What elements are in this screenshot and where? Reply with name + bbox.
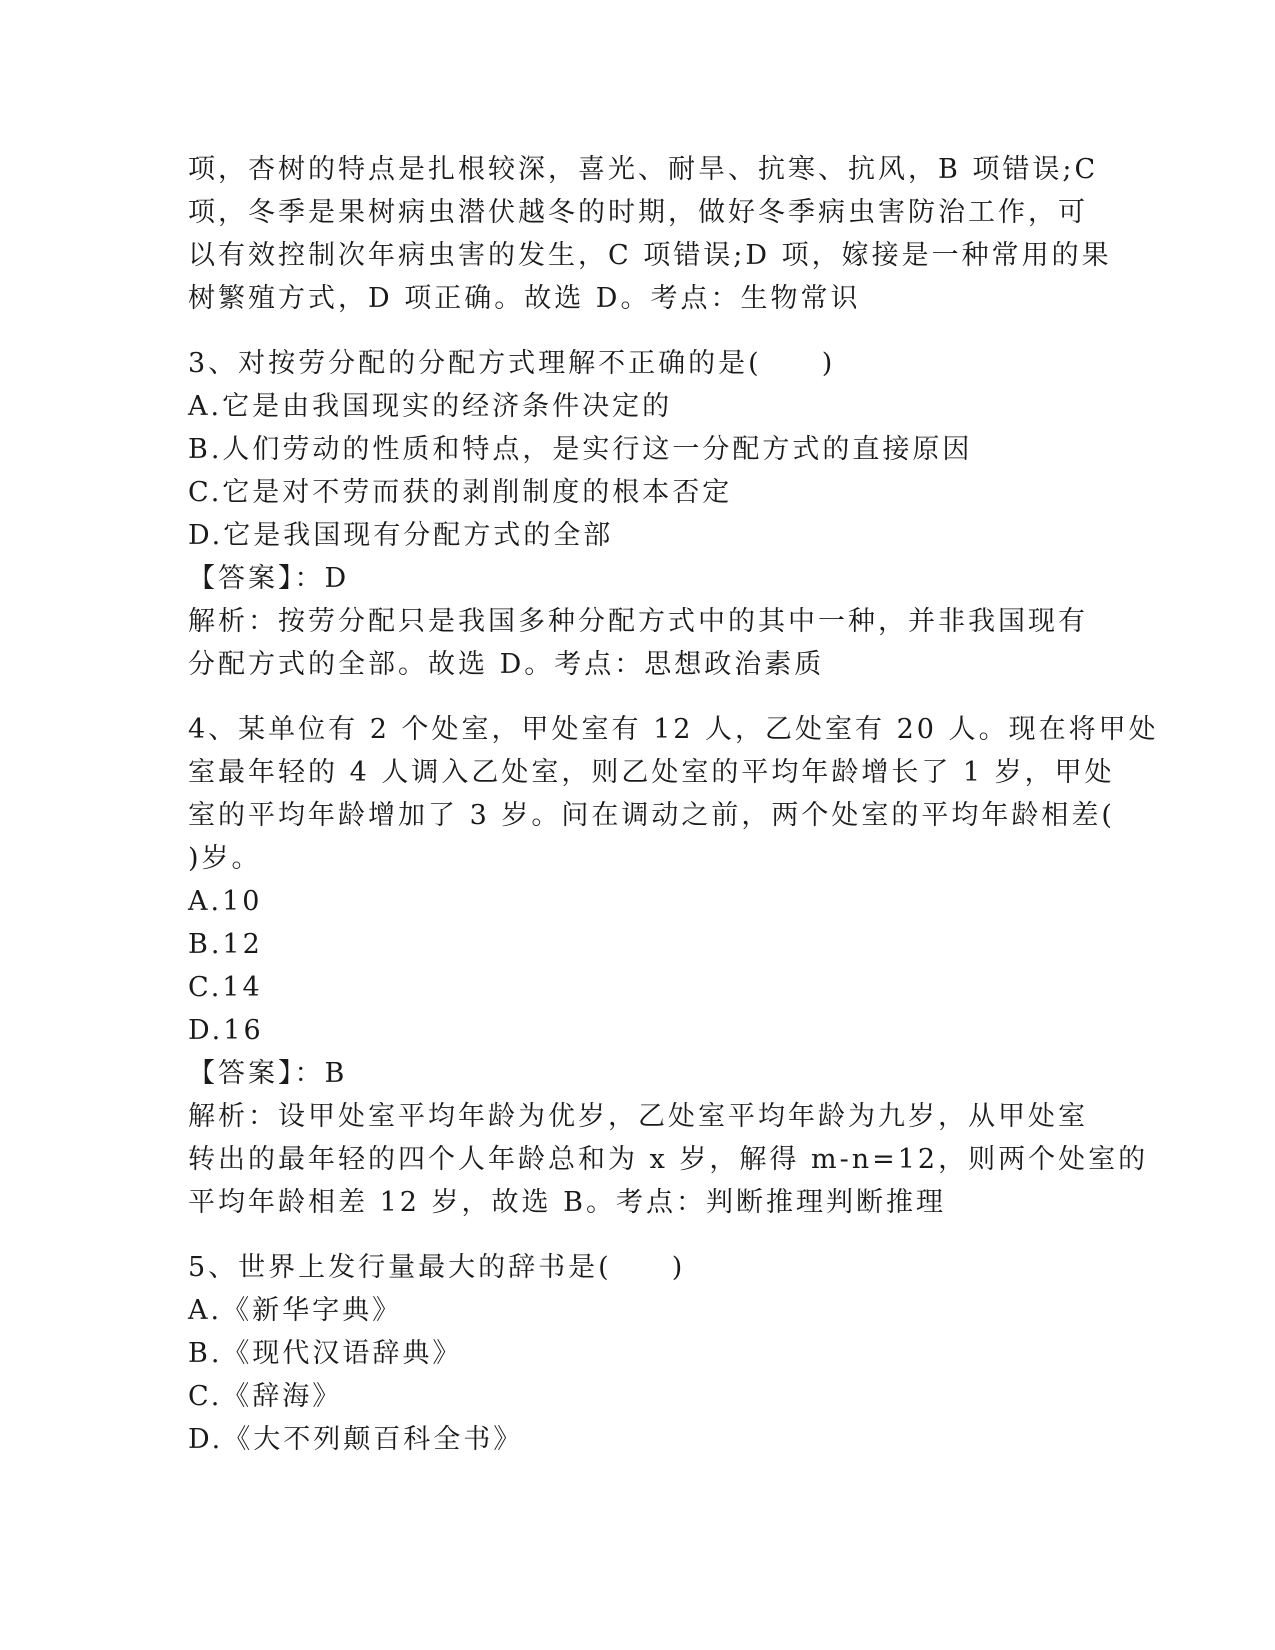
question-text: 3、对按劳分配的分配方式理解不正确的是( ) [188, 348, 836, 379]
option-a: A.《新华字典》 [188, 1295, 403, 1326]
previous-analysis-continuation [188, 148, 1112, 320]
option-c: C.14 [188, 972, 263, 1003]
spacer [188, 686, 1088, 708]
option-a: A.它是由我国现实的经济条件决定的 [188, 391, 673, 422]
document-page [188, 148, 1159, 1461]
option-c: C.《辞海》 [188, 1381, 343, 1412]
answer-line: 【答案】：B [188, 1058, 348, 1089]
analysis-line: 平均年龄相差 12 岁，故选 B。考点：判断推理判断推理 [188, 1187, 946, 1218]
option-d: D.《大不列颠百科全书》 [188, 1424, 524, 1455]
option-a: A.10 [188, 886, 263, 917]
analysis-line: 转出的最年轻的四个人年龄总和为 x 岁，解得 m-n=12，则两个处室的 [188, 1144, 1149, 1175]
spacer [188, 1224, 1088, 1246]
answer-line: 【答案】：D [188, 563, 350, 594]
spacer [188, 320, 1088, 342]
option-d: D.16 [188, 1015, 264, 1046]
analysis-line: 分配方式的全部。故选 D。考点：思想政治素质 [188, 649, 825, 680]
option-b: B.《现代汉语辞典》 [188, 1338, 463, 1369]
question-3 [188, 342, 1088, 686]
option-b: B.12 [188, 929, 263, 960]
question-text: 室最年轻的 4 人调入乙处室，则乙处室的平均年龄增长了 1 岁，甲处 [188, 757, 1115, 788]
option-d: D.它是我国现有分配方式的全部 [188, 520, 614, 551]
option-c: C.它是对不劳而获的剥削制度的根本否定 [188, 477, 733, 508]
paragraph-line: 以有效控制次年病虫害的发生，C 项错误;D 项，嫁接是一种常用的果 [188, 240, 1112, 271]
analysis-line: 解析：设甲处室平均年龄为优岁，乙处室平均年龄为九岁，从甲处室 [188, 1101, 1088, 1132]
question-4 [188, 708, 1159, 1224]
question-text: 4、某单位有 2 个处室，甲处室有 12 人，乙处室有 20 人。现在将甲处 [188, 714, 1159, 745]
question-text: 5、世界上发行量最大的辞书是( ) [188, 1252, 686, 1283]
question-text: 室的平均年龄增加了 3 岁。问在调动之前，两个处室的平均年龄相差( [188, 800, 1115, 831]
paragraph-line: 树繁殖方式，D 项正确。故选 D。考点：生物常识 [188, 283, 861, 314]
option-b: B.人们劳动的性质和特点，是实行这一分配方式的直接原因 [188, 434, 973, 465]
analysis-line: 解析：按劳分配只是我国多种分配方式中的其中一种，并非我国现有 [188, 606, 1088, 637]
paragraph-line: 项，杏树的特点是扎根较深，喜光、耐旱、抗寒、抗风，B 项错误;C [188, 154, 1099, 185]
paragraph-line: 项，冬季是果树病虫潜伏越冬的时期，做好冬季病虫害防治工作，可 [188, 197, 1088, 228]
question-text: )岁。 [188, 843, 262, 874]
question-5 [188, 1246, 1088, 1461]
